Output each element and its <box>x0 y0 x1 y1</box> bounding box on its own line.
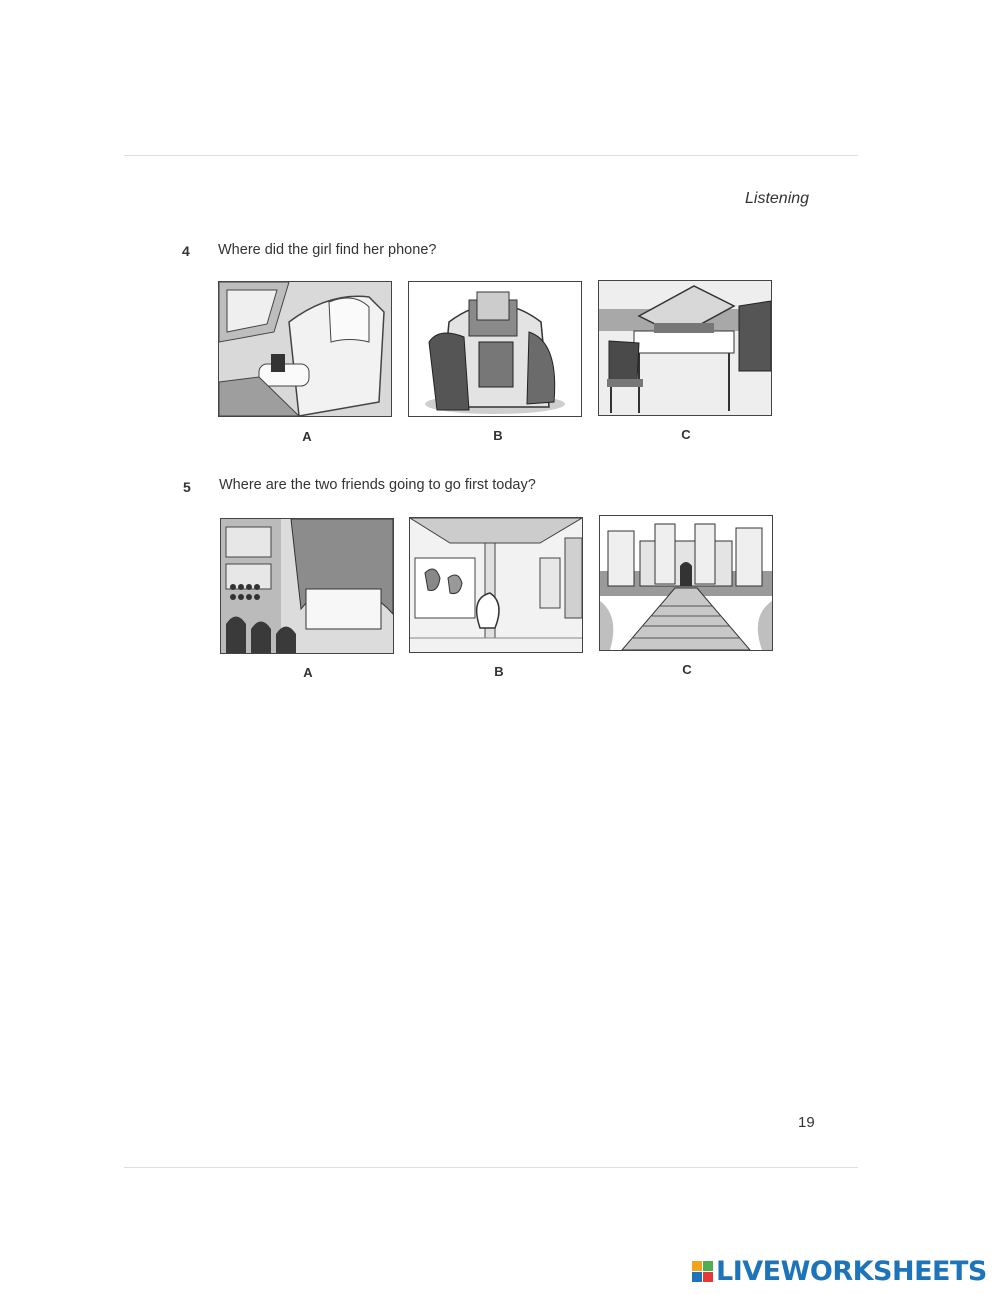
question-text: Where are the two friends going to go first today? <box>219 477 536 493</box>
question-text: Where did the girl find her phone? <box>218 242 437 258</box>
logo-text: LIVEWORKSHEETS <box>716 1255 987 1287</box>
car-back-seat-icon <box>219 282 391 416</box>
liveworksheets-logo <box>692 1256 987 1286</box>
school-backpack-icon <box>409 282 581 416</box>
option-label: A <box>303 665 313 680</box>
page-number: 19 <box>798 1114 815 1131</box>
option-label: B <box>493 428 503 443</box>
option-picture-classroom-desk[interactable] <box>598 280 772 416</box>
option-picture-castle[interactable] <box>599 515 773 651</box>
option-picture-theatre[interactable] <box>220 518 394 654</box>
question-number: 4 <box>182 243 190 259</box>
section-title: Listening <box>745 190 810 207</box>
option-label: B <box>494 664 504 679</box>
top-rule <box>124 155 858 156</box>
option-label: A <box>302 429 312 444</box>
classroom-desk-icon <box>599 281 771 415</box>
option-picture-school-backpack[interactable] <box>408 281 582 417</box>
option-picture-museum-gallery[interactable] <box>409 517 583 653</box>
option-picture-car-back-seat[interactable] <box>218 281 392 417</box>
logo-mark-icon <box>692 1261 713 1282</box>
option-label: C <box>682 662 692 677</box>
option-label: C <box>681 427 691 442</box>
question-number: 5 <box>183 479 191 495</box>
theatre-icon <box>221 519 393 653</box>
castle-icon <box>600 516 772 650</box>
bottom-rule <box>124 1167 858 1168</box>
museum-gallery-icon <box>410 518 582 652</box>
